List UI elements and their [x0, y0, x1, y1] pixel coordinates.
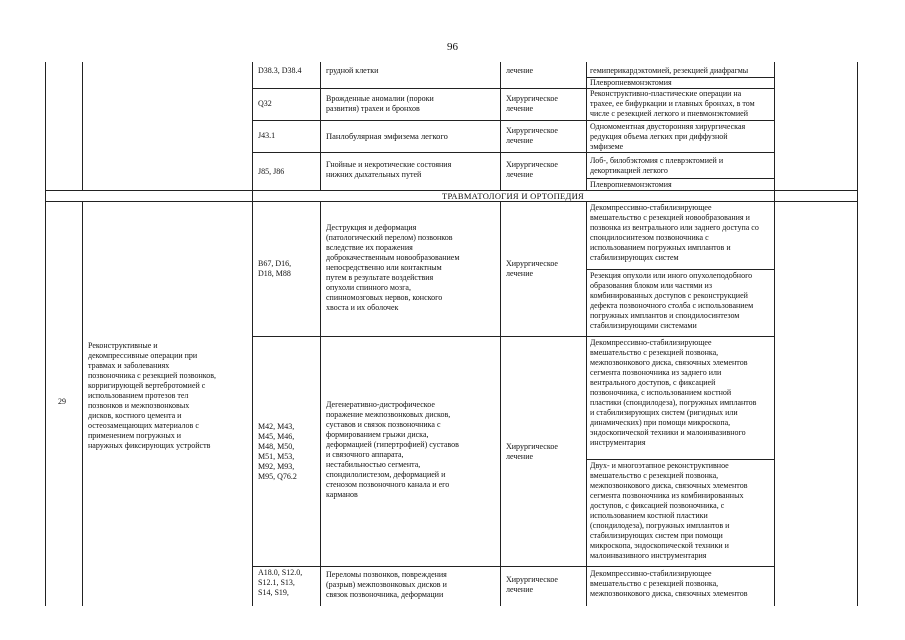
col-divider-1: [82, 62, 83, 190]
cell-treatment: Хирургическое лечение: [506, 126, 558, 145]
cell-method: Лоб-, билобэктомия с плеврэктомией и декортикацией легкого: [590, 156, 724, 175]
cell-codes: B67, D16, D18, M88: [258, 259, 292, 278]
cell-method: Плевропневмонэктомия: [590, 180, 672, 189]
cell-codes: A18.0, S12.0, S12.1, S13, S14, S19,: [258, 568, 303, 597]
cell-method: Декомпрессивно-стабилизирующее вмешательство с резекцией позвонка, межпозвонкового диска, связочных элементов сегмента позвоночника из заднего или вентрального доступов, с фиксацией позвоночника, с использованием костной пластики (спондилодеза), погружных имплантов и стабилизирующих систем (ригидных или динамических) при помощи микроскопа, эндоскопической техники и малоинвазивного инструментария: [590, 338, 757, 447]
table-border-left: [45, 62, 46, 606]
row-divider: [586, 178, 774, 179]
cell-treatment: Хирургическое лечение: [506, 259, 558, 278]
section-title: ТРАВМАТОЛОГИЯ И ОРТОПЕДИЯ: [441, 191, 585, 201]
cell-codes: D38.3, D38.4: [258, 66, 302, 75]
cell-method: Одномоментная двусторонняя хирургическая редукция объема легких при диффузной эмфиземе: [590, 122, 746, 151]
cell-codes: M42, M43, M45, M46, M48, M50, M51, M53, M92, M93, M95, Q76.2: [258, 422, 297, 481]
cell-condition: Гнойные и некротические состояния нижних дыхательных путей: [326, 160, 452, 179]
cell-condition: Дегенеративно-дистрофическое поражение межпозвонковых дисков, суставов и связок позвоночника с формированием грыжи диска, деформацией (гипертрофией) суставов и связочного аппарата, нестабильностью сегмента, спондилолистезом, деформацией и стенозом позвоночного канала и его карманов: [326, 400, 459, 499]
col-divider-4: [500, 201, 501, 606]
cell-condition: Панлобулярная эмфизема легкого: [326, 131, 448, 141]
row-divider: [252, 336, 774, 337]
page-number: 96: [447, 41, 458, 53]
col-divider-3: [320, 201, 321, 606]
cell-treatment: Хирургическое лечение: [506, 160, 558, 179]
row-divider: [252, 566, 774, 567]
cell-method: Декомпрессивно-стабилизирующее вмешательство с резекцией новообразования и позвонка из вентрального или заднего доступа со спондилосинтезом позвоночника с использованием погружных имплантов и стабилизирующих систем: [590, 203, 759, 262]
row-divider: [586, 269, 774, 270]
cell-codes: J85, J86: [258, 167, 285, 176]
entry-number: 29: [58, 397, 66, 406]
col-divider-4: [500, 62, 501, 190]
row-divider: [252, 120, 774, 121]
cell-condition: Деструкция и деформация (патологический перелом) позвонков вследствие их поражения доброкачественным новообразованием непосредственно или контактным путем в результате воздействия опухоли спинного мозга, спинномозговых нервов, конского хвоста и их оболочек: [326, 223, 460, 312]
cell-condition: грудной клетки: [326, 66, 379, 75]
entry-name: Реконструктивные и декомпрессивные операции при травмах и заболеваниях позвоночника с резекцией позвонков, корригирующей вертебротомией с использованием протезов тел позвонков и межпозвонковых дисков, костного цемента и остеозамещающих материалов с применением погружных и наружных фиксирующих устройств: [88, 341, 217, 450]
cell-treatment: Хирургическое лечение: [506, 94, 558, 113]
cell-codes: Q32: [258, 99, 272, 108]
cell-treatment: лечение: [506, 66, 534, 75]
cell-treatment: Хирургическое лечение: [506, 575, 558, 594]
row-divider: [45, 201, 857, 202]
col-divider-1: [82, 201, 83, 606]
table-border-right: [857, 62, 858, 606]
cell-method: Двух- и многоэтапное реконструктивное вмешательство с резекцией позвонка, межпозвонкового диска, связочных элементов сегмента позвоночника из комбинированных доступов, с фиксацией позвоночника, с использованием костной пластики (спондилодеза), погружных имплантов и стабилизирующих систем при помощи микроскопа, эндоскопической техники и малоинвазивного инструментария: [590, 461, 748, 560]
col-divider-2: [252, 62, 253, 606]
cell-method: Резекция опухоли или иного опухолеподобного образования блоком или частями из комбинированных доступов с реконструкцией дефекта позвоночного столба с использованием погружных имплантов и спондилосинтезом стабилизирующими системами: [590, 271, 754, 330]
cell-method: Реконструктивно-пластические операции на трахее, ее бифуркации и главных бронхах, в том числе с резекцией легкого и пневмонэктомией: [590, 89, 755, 118]
col-divider-6: [774, 62, 775, 606]
cell-codes: J43.1: [258, 131, 276, 140]
cell-condition: Врожденные аномалии (пороки развития) трахеи и бронхов: [326, 94, 434, 113]
cell-method: гемиперикардэктомией, резекцией диафрагмы: [590, 66, 749, 75]
cell-treatment: Хирургическое лечение: [506, 442, 558, 461]
col-divider-5: [586, 201, 587, 606]
col-divider-3: [320, 62, 321, 190]
row-divider: [586, 459, 774, 460]
col-divider-5: [586, 62, 587, 190]
row-divider: [252, 152, 774, 153]
cell-method: Плевропневмонэктомия: [590, 78, 672, 87]
cell-condition: Переломы позвонков, повреждения (разрыв) межпозвонковых дисков и связок позвоночника, деформации: [326, 570, 447, 599]
cell-method: Декомпрессивно-стабилизирующее вмешательство с резекцией позвонка, межпозвонкового диска, связочных элементов: [590, 569, 748, 598]
